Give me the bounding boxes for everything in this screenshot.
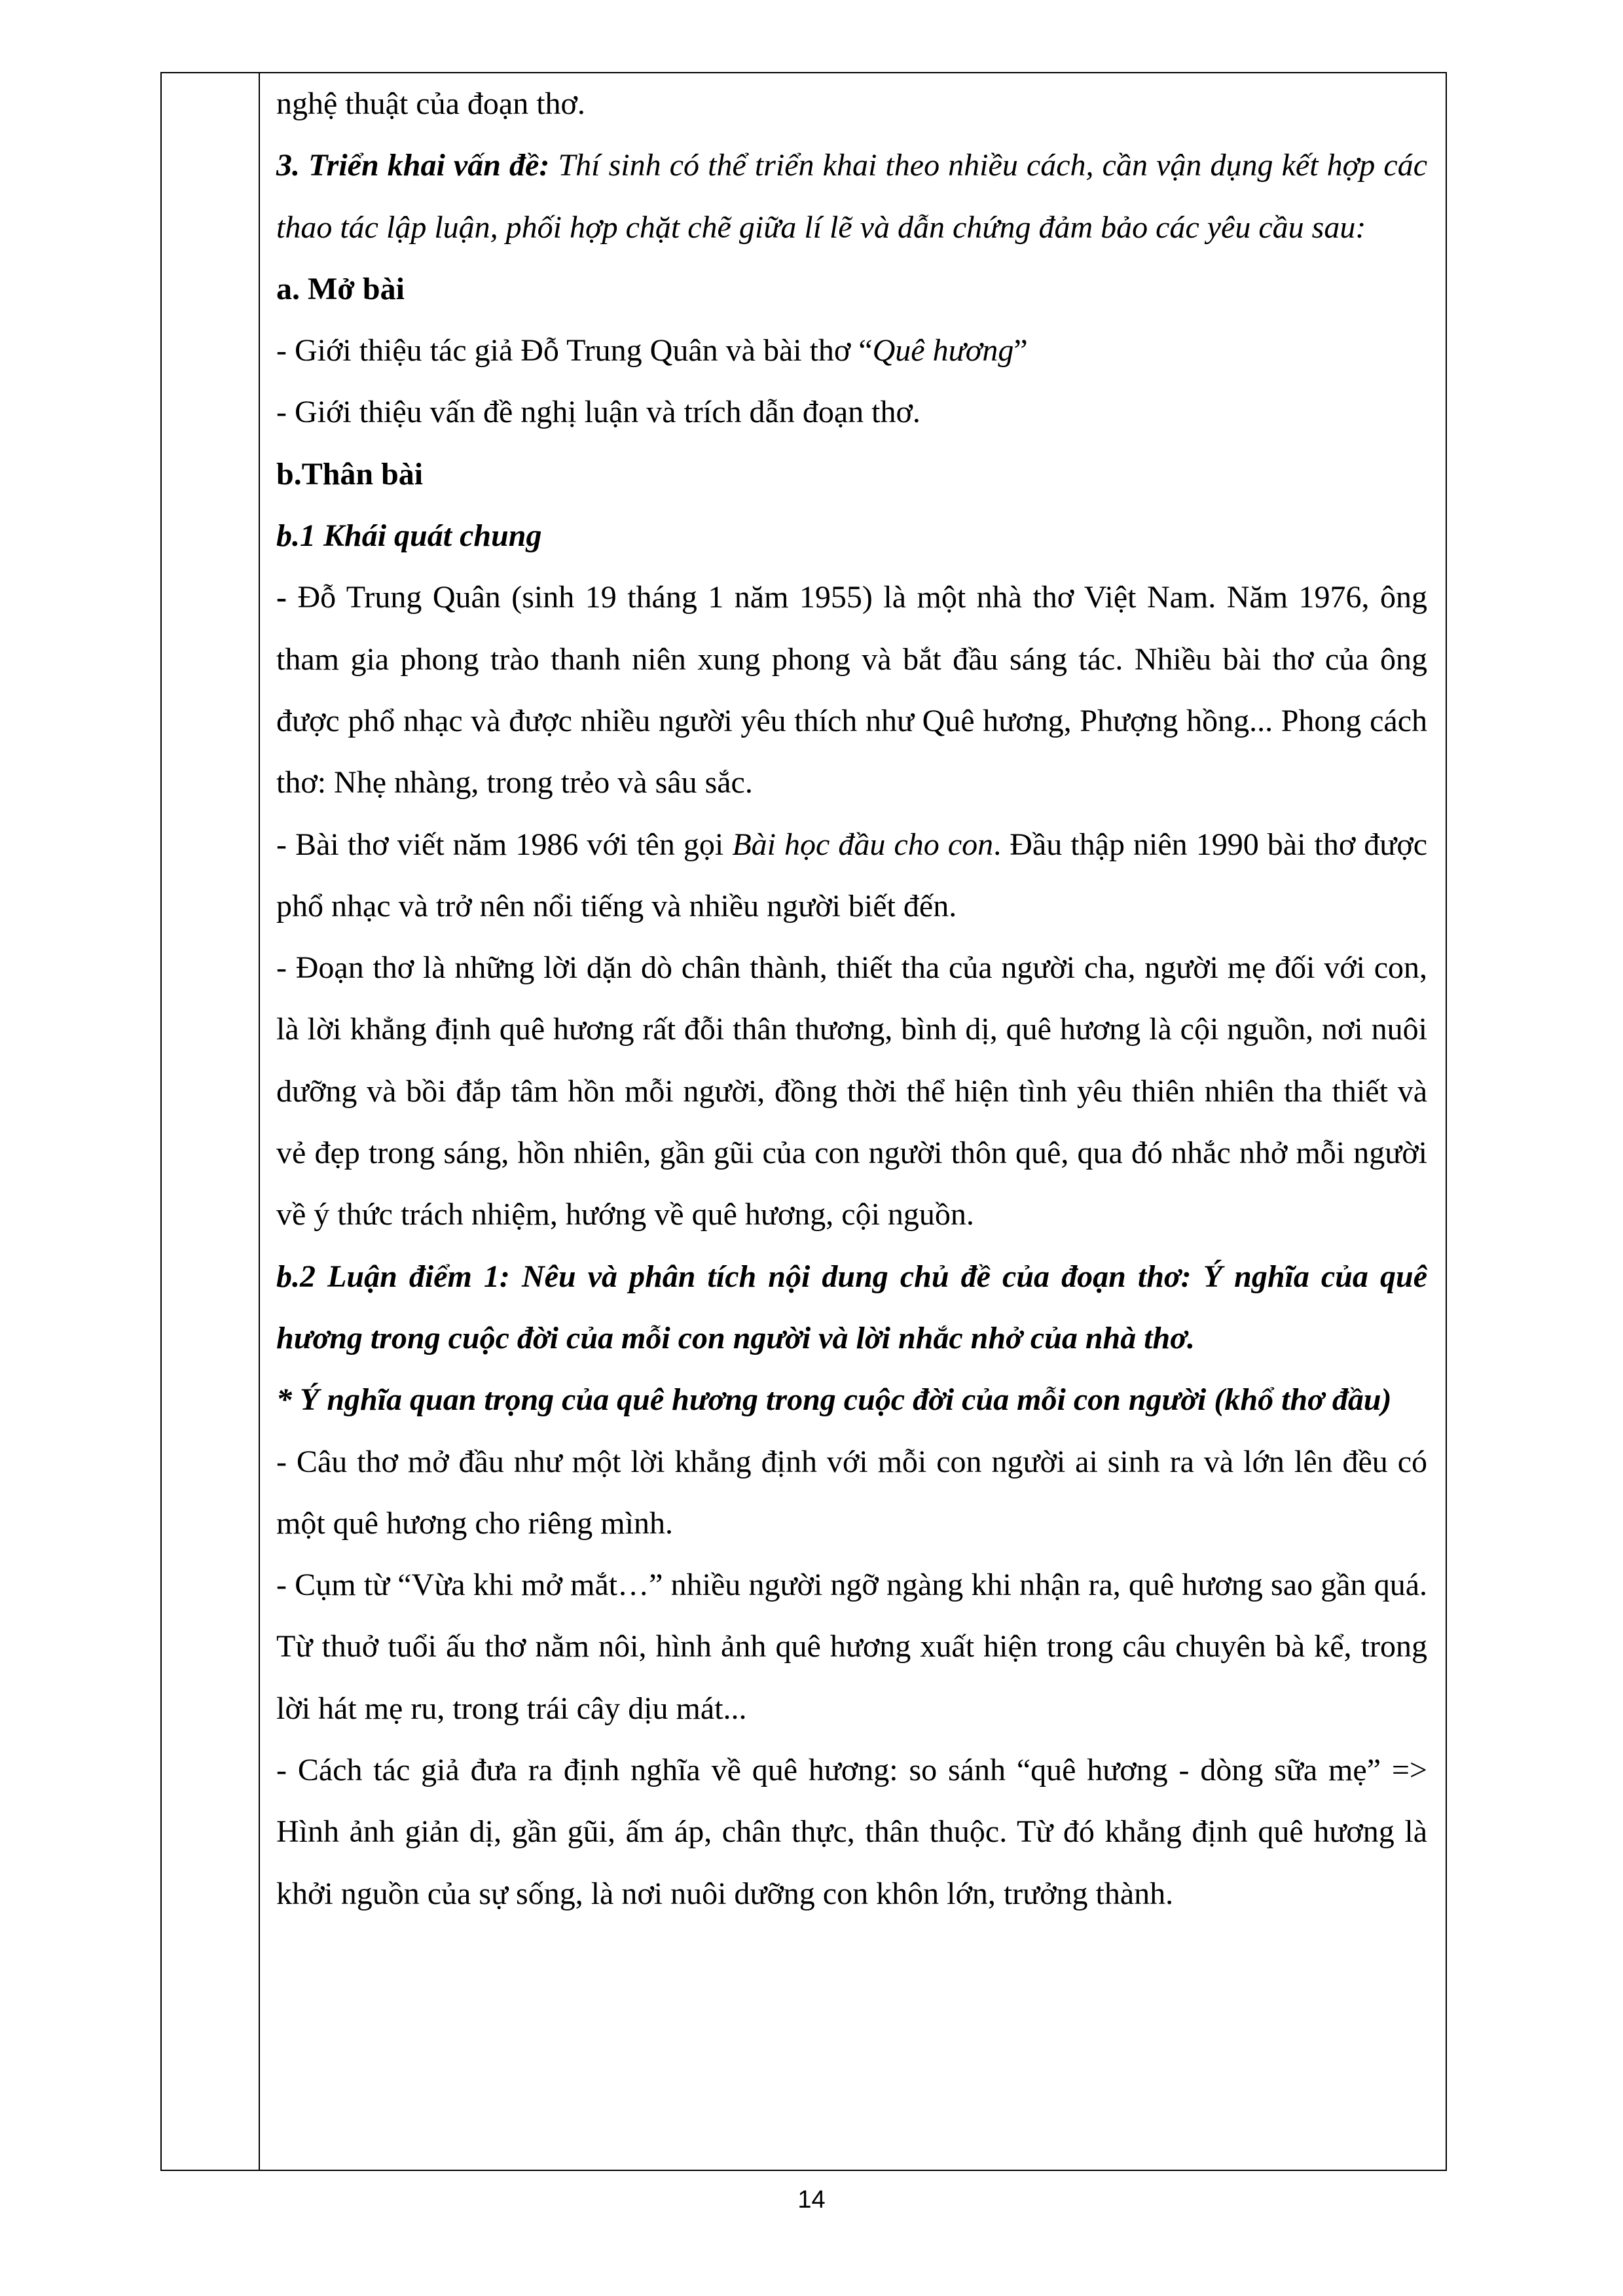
khai-quat-item-1-text: Đỗ Trung Quân (sinh 19 tháng 1 năm 1955) là một nhà thơ Việt Nam. Năm 1976, ông tham gia phong trào thanh niên xung phong và bắt đầu sáng tác. Nhiều bài thơ của ông được phổ nhạc và được nhiều người yêu thích như Quê hương, Phượng hồng... Phong cách thơ: Nhẹ nhàng, trong trẻo và sâu sắc. (276, 580, 1427, 800)
poem-title: Quê hương (872, 333, 1014, 368)
analysis-item-3: - Cách tác giả đưa ra định nghĩa về quê hương: so sánh “quê hương - dòng sữa mẹ” => Hình ảnh giản dị, gần gũi, ấm áp, chân thực, thân thuộc. Từ đó khẳng định quê hương là khởi nguồn của sự sống, là nơi nuôi dưỡng con khôn lớn, trưởng thành. (276, 1753, 1427, 1911)
analysis-item-2: - Cụm từ “Vừa khi mở mắt…” nhiều người ngỡ ngàng khi nhận ra, quê hương sao gần quá. Từ thuở tuổi ấu thơ nằm nôi, hình ảnh quê hương xuất hiện trong câu chuyên bà kể, trong lời hát mẹ ru, trong trái cây dịu mát... (276, 1568, 1427, 1726)
khai-quat-item-2-text: - Bài thơ viết năm 1986 với tên gọi (276, 827, 733, 862)
khai-quat-item-1 (276, 567, 1427, 814)
original-poem-title: Bài học đầu cho con (732, 827, 994, 862)
khai-quat-item-3: - Đoạn thơ là những lời dặn dò chân thành, thiết tha của người cha, người mẹ đối với con, là lời khẳng định quê hương rất đỗi thân thương, bình dị, quê hương là cội nguồn, nơi nuôi dưỡng và bồi đắp tâm hồn mỗi người, đồng thời thể hiện tình yêu thiên nhiên tha thiết và vẻ đẹp trong sáng, hồn nhiên, gần gũi của con người thôn quê, qua đó nhắc nhở mỗi người về ý thức trách nhiệm, hướng về quê hương, cội nguồn. (276, 950, 1427, 1232)
answer-content (276, 73, 1427, 1925)
mo-bai-item-1 (276, 320, 1427, 382)
khai-quat-item-2 (276, 814, 1427, 938)
paragraph-intro-end: nghệ thuật của đoạn thơ. (276, 86, 585, 121)
paragraph-trien-khai (276, 135, 1427, 259)
answer-table (160, 72, 1447, 2171)
trien-khai-text: Thí sinh có thể triển khai theo nhiều cách, cần vận dụng kết hợp các thao tác lập luận, phối hợp chặt chẽ giữa lí lẽ và dẫn chứng đảm bảo các yêu cầu sau: (276, 148, 1428, 245)
page-number: 14 (797, 2186, 826, 2214)
analysis-item-1: - Câu thơ mở đầu như một lời khẳng định với mỗi con người ai sinh ra và lớn lên đều có một quê hương cho riêng mình. (276, 1444, 1427, 1541)
heading-trien-khai: 3. Triển khai vấn đề: (276, 148, 550, 183)
mo-bai-item-1-text: - Giới thiệu tác giả Đỗ Trung Quân và bài thơ “ (276, 333, 873, 368)
heading-than-bai: b.Thân bài (276, 456, 424, 492)
heading-luan-diem-1: b.2 Luận điểm 1: Nêu và phân tích nội dung chủ đề của đoạn thơ: Ý nghĩa của quê hương trong cuộc đời của mỗi con người và lời nhắc nhở của nhà thơ. (276, 1259, 1427, 1355)
column-separator (259, 73, 260, 2170)
heading-khai-quat: b.1 Khái quát chung (276, 518, 542, 554)
heading-mo-bai: a. Mở bài (276, 271, 405, 306)
heading-y-nghia: * Ý nghĩa quan trọng của quê hương trong cuộc đời của mỗi con người (khổ thơ đầu) (276, 1382, 1392, 1418)
bullet-dash: - (276, 580, 287, 615)
khai-quat-item-2-end: . Đầu thập niên 1990 bài thơ được phổ nhạc và trở nên nổi tiếng và nhiều người biết đến. (276, 827, 1428, 924)
mo-bai-item-1-close: ” (1013, 333, 1028, 368)
mo-bai-item-2: - Giới thiệu vấn đề nghị luận và trích dẫn đoạn thơ. (276, 395, 921, 430)
